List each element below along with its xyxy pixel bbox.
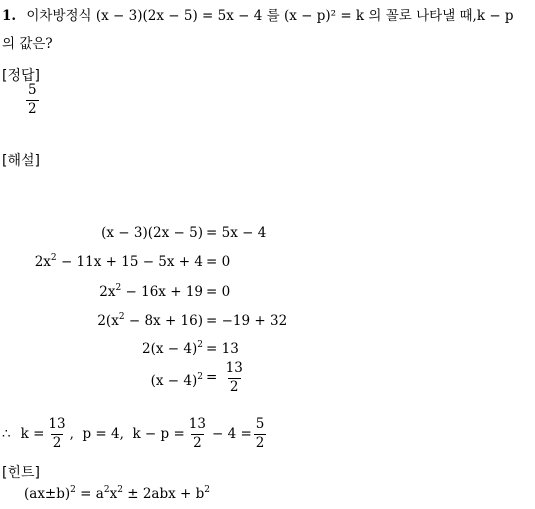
- solution-label: [해설]: [2, 153, 40, 169]
- result-denominator: 2: [255, 434, 265, 451]
- step-6-lhs: $(x - 4)^2$: [150, 372, 203, 389]
- result-numerator: 5: [255, 416, 265, 432]
- answer-numerator: 5: [28, 82, 37, 98]
- k-prefix: k =: [20, 426, 45, 442]
- answer-label: [정답]: [2, 68, 40, 84]
- step-2-rhs: = 0: [206, 254, 231, 270]
- question-line-1: [2, 4, 514, 24]
- step-1-lhs: (x − 3)(2x − 5): [101, 225, 203, 241]
- step-4-rhs: = −19 + 32: [206, 313, 288, 329]
- p-text: , p = 4, k − p =: [69, 426, 185, 442]
- k-numerator: 13: [48, 416, 66, 432]
- step-3-lhs: $2x^2 - 16x + 19$: [99, 283, 203, 300]
- step-6-equals: =: [206, 369, 222, 386]
- step-6-denominator: 2: [229, 378, 239, 395]
- step-6-rhs: [206, 362, 247, 394]
- solution-step-6: [0, 362, 535, 402]
- k-denominator: 2: [52, 434, 62, 451]
- question-text: 이차방정식 (x − 3)(2x − 5) = 5x − 4 를 (x − p)² = k 의 꼴로 나타낼 때,k − p: [26, 8, 514, 24]
- kp-denominator: 2: [193, 434, 202, 451]
- step-3-rhs: = 0: [206, 284, 231, 300]
- kp-numerator: 13: [188, 416, 206, 432]
- conclusion-line: [2, 418, 268, 450]
- minus-text: − 4 =: [211, 426, 252, 442]
- answer-denominator: 2: [28, 100, 37, 117]
- step-2-lhs: $2x^2 - 11x + 15 - 5x + 4$: [34, 253, 203, 270]
- step-6-numerator: 13: [225, 360, 243, 376]
- therefore-symbol: ∴: [2, 426, 11, 442]
- step-1-rhs: = 5x − 4: [206, 225, 267, 241]
- step-5-lhs: $2(x - 4)^2$: [142, 340, 203, 357]
- question-line-2: 의 값은?: [2, 36, 53, 52]
- step-4-lhs: $2(x^2 - 8x + 16)$: [97, 312, 203, 329]
- answer-value: [24, 84, 41, 116]
- hint-label: [힌트]: [2, 465, 40, 481]
- question-number: 1.: [2, 8, 17, 24]
- hint-formula: $(ax\pm b)^2 = a^2x^2 \pm 2abx + b^2$: [24, 485, 210, 502]
- step-5-rhs: = 13: [206, 341, 239, 357]
